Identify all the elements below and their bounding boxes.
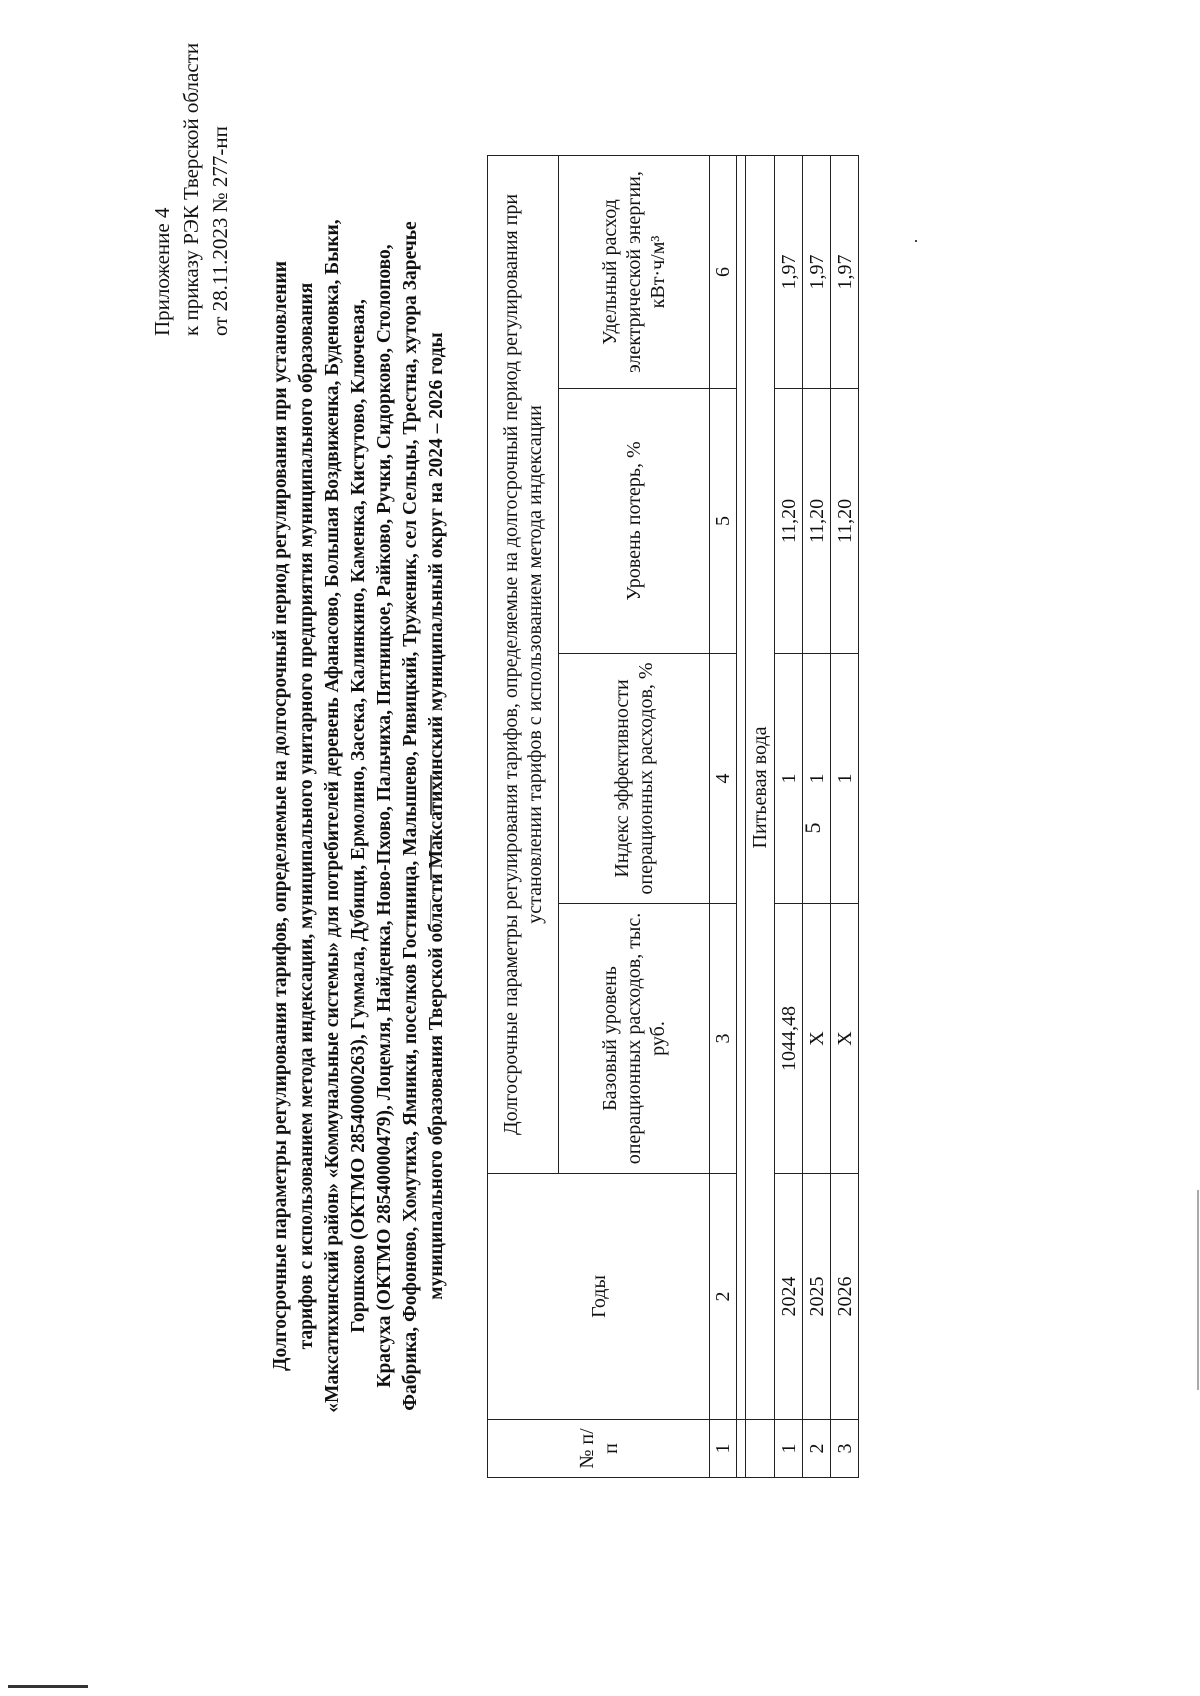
section-title: Питьевая вода — [746, 155, 775, 1419]
title-line: Горшково (ОКТМО 28540000263), Гуммала, Дубищи, Ермолино, Засека, Калинкино, Каменка, Кистутово, Ключевая, — [348, 299, 369, 1333]
title-line: Фабрика, Фофоново, Хомутиха, Ямники, поселков Гостиница, Малышево, Ривицкий, Труженик, сел Сельцы, Трестна, хутора Заречье — [400, 221, 421, 1411]
table-row — [803, 155, 831, 1477]
title-line: тарифов с использованием метода индексации, муниципального унитарного предприятия муниципального образования — [296, 282, 317, 1350]
row-number: 3 — [831, 1420, 859, 1478]
column-number-row — [710, 155, 737, 1477]
row-year: 2025 — [803, 1174, 831, 1420]
row-loss-level: 11,20 — [831, 389, 859, 654]
table-row — [775, 155, 803, 1477]
header-cell-years: Годы — [488, 1174, 710, 1420]
header-cell-efficiency-index: Индекс эффективности операционных расходов, % — [559, 654, 710, 904]
title-line: Красуха (ОКТМО 28540000479), Лоцемля, Найденка, Ново-Пхово, Пальчиха, Пятницкое, Райково, Ручки, Сидорково, Столопово, — [374, 244, 395, 1388]
row-base-opex: Х — [831, 904, 859, 1174]
row-loss-level: 11,20 — [775, 389, 803, 654]
section-row — [746, 155, 775, 1477]
appendix-line: Приложение 4 — [150, 207, 174, 336]
header-cell-base-opex: Базовый уровень операционных расходов, тыс. руб. — [559, 904, 710, 1174]
header-cell-number: № п/п — [488, 1420, 710, 1478]
column-number: 4 — [710, 654, 737, 904]
column-number: 5 — [710, 389, 737, 654]
column-number: 1 — [710, 1420, 737, 1478]
row-energy-use: 1,97 — [803, 155, 831, 388]
appendix-line: к приказу РЭК Тверской области — [179, 42, 203, 336]
row-year: 2024 — [775, 1174, 803, 1420]
row-year: 2026 — [831, 1174, 859, 1420]
appendix-reference — [148, 36, 235, 336]
column-number: 2 — [710, 1174, 737, 1420]
table-header-row — [488, 155, 559, 1477]
row-energy-use: 1,97 — [775, 155, 803, 388]
header-cell-loss-level: Уровень потерь, % — [559, 389, 710, 654]
header-cell-group: Долгосрочные параметры регулирования тарифов, определяемые на долгосрочный период регулирования при установлении тарифов с использованием метода индексации — [488, 155, 559, 1173]
title-line: Долгосрочные параметры регулирования тарифов, определяемые на долгосрочный период регулирования при установлении — [270, 261, 291, 1371]
column-number: 6 — [710, 155, 737, 388]
section-cell-empty — [746, 1420, 775, 1478]
row-number: 2 — [803, 1420, 831, 1478]
row-efficiency-index: 1 — [831, 654, 859, 904]
row-number: 1 — [775, 1420, 803, 1478]
page-number: 5 — [800, 822, 825, 834]
appendix-line: от 28.11.2023 № 277-нп — [208, 126, 232, 336]
spacer-row — [737, 155, 746, 1477]
row-energy-use: 1,97 — [831, 155, 859, 388]
document-title — [268, 96, 450, 1536]
row-base-opex: 1044,48 — [775, 904, 803, 1174]
row-efficiency-index: 1 — [803, 654, 831, 904]
row-loss-level: 11,20 — [803, 389, 831, 654]
title-line: муниципального образования Тверской области Максатихинский муниципальный округ на 2024 – 2026 годы — [426, 332, 447, 1300]
row-efficiency-index: 1 — [775, 654, 803, 904]
table-row — [831, 155, 859, 1477]
header-cell-energy-use: Удельный расход электрической энергии, кВт·ч/м³ — [559, 155, 710, 388]
spacer-cell — [737, 1420, 746, 1478]
column-number: 3 — [710, 904, 737, 1174]
title-line: «Максатихинский район» «Коммунальные системы» для потребителей деревень Афанасово, Большая Воздвиженка, Буденовка, Быки, — [322, 219, 343, 1413]
row-base-opex: Х — [803, 904, 831, 1174]
tariff-parameters-table — [487, 155, 859, 1478]
spacer-cell — [737, 155, 746, 1419]
